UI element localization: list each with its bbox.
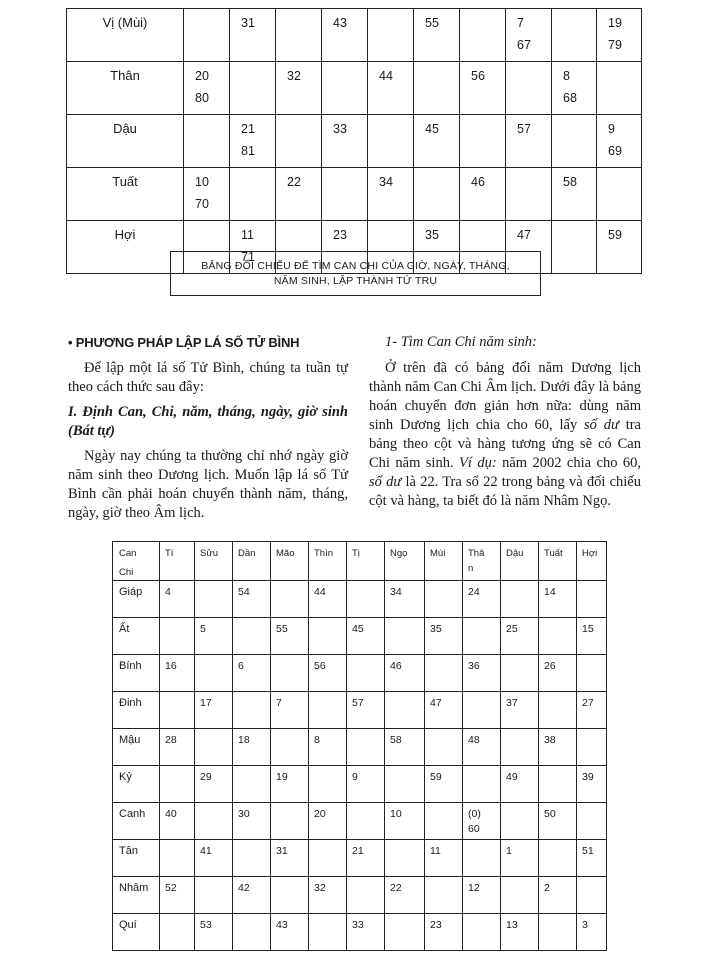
table-cell: 13 — [501, 914, 539, 951]
column-header: Thâ n — [463, 542, 501, 581]
table-cell — [309, 840, 347, 877]
so-du-term-1: số dư — [584, 417, 619, 433]
row-label: Hợi — [67, 221, 184, 274]
table-cell: 59 — [597, 221, 642, 274]
table-cell: 45 — [347, 618, 385, 655]
table-cell — [385, 840, 425, 877]
table-cell: 48 — [463, 729, 501, 766]
section-heading-text: PHƯƠNG PHÁP LẬP LÁ SỐ TỬ BÌNH — [75, 335, 300, 350]
row-label: Canh — [113, 803, 160, 840]
table-cell — [463, 618, 501, 655]
table-cell — [501, 877, 539, 914]
caption-line-2: NĂM SINH, LẬP THÀNH TỨ TRỤ — [273, 275, 438, 287]
table-cell: 23 — [425, 914, 463, 951]
row-label: Kỷ — [113, 766, 160, 803]
column-header: Ngọ — [385, 542, 425, 581]
table-cell — [539, 840, 577, 877]
table-cell — [460, 9, 506, 62]
table-cell: 21 81 — [230, 115, 276, 168]
table-cell — [195, 729, 233, 766]
section-heading — [68, 333, 348, 352]
table-cell — [425, 803, 463, 840]
table-cell: 55 — [414, 9, 460, 62]
row-label: Thân — [67, 62, 184, 115]
table-cell — [309, 618, 347, 655]
row-label: Dậu — [67, 115, 184, 168]
row-label: Quí — [113, 914, 160, 951]
table-cell: 35 — [414, 221, 460, 274]
table-cell: 1 — [501, 840, 539, 877]
body-paragraph: Ngày nay chúng ta thường chỉ nhớ ngày giờ năm sinh theo Dương lịch. Muốn lập lá số Tử Bình cần phải hoán chuyển thành năm, tháng, ngày, giờ theo Âm lịch. — [68, 448, 348, 521]
table-cell — [539, 618, 577, 655]
table-cell — [271, 581, 309, 618]
table-cell: 31 — [230, 9, 276, 62]
table-cell — [463, 914, 501, 951]
table-cell: 10 — [385, 803, 425, 840]
table-cell: 9 — [347, 766, 385, 803]
table-cell: 6 — [233, 655, 271, 692]
table-cell — [577, 581, 607, 618]
table-cell — [233, 914, 271, 951]
table-cell — [577, 877, 607, 914]
table-cell: 36 — [463, 655, 501, 692]
table-row — [113, 655, 607, 692]
table-cell: 23 — [322, 221, 368, 274]
table-cell — [425, 729, 463, 766]
table-row — [67, 9, 642, 62]
table-cell — [463, 692, 501, 729]
table-cell: 57 — [347, 692, 385, 729]
table-cell: 50 — [539, 803, 577, 840]
table-cell: 47 — [506, 221, 552, 274]
table-cell — [230, 168, 276, 221]
table-cell — [195, 877, 233, 914]
table-cell: 11 — [425, 840, 463, 877]
table-cell — [368, 9, 414, 62]
table-cell — [309, 914, 347, 951]
table-row — [113, 803, 607, 840]
table-cell: 37 — [501, 692, 539, 729]
step-text-a: Ở trên đã có bảng đổi năm Dương lịch thành năm Can Chi Âm lịch. Dưới đây là bảng hoán chuyển đơn giản hơn nữa: dùng năm sinh Dương lịch chia cho 60, lấy — [369, 360, 641, 433]
table-cell: 22 — [276, 168, 322, 221]
row-label: Tân — [113, 840, 160, 877]
table-cell: 33 — [322, 115, 368, 168]
table-cell: 19 — [271, 766, 309, 803]
column-header: Tuất — [539, 542, 577, 581]
table-cell: 30 — [233, 803, 271, 840]
table-cell: 46 — [385, 655, 425, 692]
table-cell: 39 — [577, 766, 607, 803]
table-cell: 17 — [195, 692, 233, 729]
table-cell: 35 — [425, 618, 463, 655]
column-header: Thìn — [309, 542, 347, 581]
table-cell: 22 — [385, 877, 425, 914]
step-heading: 1- Tìm Can Chi năm sinh: — [385, 334, 537, 350]
table-cell: 49 — [501, 766, 539, 803]
table-cell — [368, 115, 414, 168]
table-cell: 55 — [271, 618, 309, 655]
table-cell — [184, 9, 230, 62]
table-cell: 33 — [347, 914, 385, 951]
table-cell — [233, 692, 271, 729]
table-cell — [195, 803, 233, 840]
table-row — [113, 618, 607, 655]
table-cell — [347, 803, 385, 840]
table-cell: 34 — [385, 581, 425, 618]
table-cell: 16 — [160, 655, 195, 692]
table-cell: 8 68 — [552, 62, 597, 115]
table-cell: 53 — [195, 914, 233, 951]
table-cell: 5 — [195, 618, 233, 655]
row-label: Vị (Mùi) — [67, 9, 184, 62]
table-cell: 21 — [347, 840, 385, 877]
table-cell — [597, 62, 642, 115]
table-cell — [233, 840, 271, 877]
subsection-heading: I. Định Can, Chi, năm, tháng, ngày, giờ sinh (Bát tự) — [68, 404, 348, 439]
table-cell: 27 — [577, 692, 607, 729]
corner-chi: Chi — [119, 567, 134, 578]
table-cell — [322, 168, 368, 221]
table-cell — [271, 803, 309, 840]
table-cell: 31 — [271, 840, 309, 877]
table-cell — [385, 618, 425, 655]
table-cell: 12 — [463, 877, 501, 914]
table-cell — [506, 62, 552, 115]
table-cell — [195, 581, 233, 618]
table-cell: 51 — [577, 840, 607, 877]
column-header: Dần — [233, 542, 271, 581]
example-label: Ví dụ: — [459, 455, 497, 471]
so-du-term-2: số dư — [369, 474, 402, 490]
table-row — [113, 840, 607, 877]
table-row — [67, 62, 642, 115]
table-cell — [552, 9, 597, 62]
table-cell: 24 — [463, 581, 501, 618]
table-row — [67, 168, 642, 221]
intro-paragraph: Để lập một lá số Tử Bình, chúng ta tuần tự theo cách thức sau đây: — [68, 360, 348, 395]
table-cell — [271, 655, 309, 692]
table-cell: 3 — [577, 914, 607, 951]
table-cell: 44 — [368, 62, 414, 115]
table-cell — [463, 840, 501, 877]
table-cell — [276, 9, 322, 62]
table-cell: 45 — [414, 115, 460, 168]
table-cell — [184, 115, 230, 168]
table-cell — [414, 62, 460, 115]
table-cell: 14 — [539, 581, 577, 618]
table-row — [113, 581, 607, 618]
column-header: Mão — [271, 542, 309, 581]
table-cell: 43 — [322, 9, 368, 62]
table-cell — [233, 766, 271, 803]
table-caption — [170, 251, 541, 296]
table-cell — [501, 729, 539, 766]
table-row — [113, 766, 607, 803]
table-cell — [233, 618, 271, 655]
table-cell: 44 — [309, 581, 347, 618]
table-cell — [539, 914, 577, 951]
table-row — [67, 115, 642, 168]
column-header: Sửu — [195, 542, 233, 581]
table-cell — [195, 655, 233, 692]
table-cell — [597, 168, 642, 221]
table-cell — [160, 618, 195, 655]
table-cell — [347, 729, 385, 766]
table-cell — [577, 655, 607, 692]
table-cell — [425, 655, 463, 692]
table-cell: 59 — [425, 766, 463, 803]
table-cell — [271, 729, 309, 766]
table-cell — [577, 803, 607, 840]
step-paragraph — [369, 359, 641, 511]
table-cell — [385, 914, 425, 951]
table-cell — [309, 766, 347, 803]
step-text-c: năm 2002 chia cho 60, — [502, 455, 642, 471]
corner-can: Can — [119, 548, 137, 559]
table-cell: (0) 60 — [463, 803, 501, 840]
table-cell: 29 — [195, 766, 233, 803]
table-cell: 15 — [577, 618, 607, 655]
table-cell: 19 79 — [597, 9, 642, 62]
table-cell — [160, 914, 195, 951]
bullet-glyph: • — [68, 335, 73, 350]
table-cell: 56 — [460, 62, 506, 115]
top-lookup-table — [66, 8, 642, 274]
column-header: Hợi — [577, 542, 607, 581]
column-header: Tị — [347, 542, 385, 581]
table-cell — [276, 115, 322, 168]
row-label: Đinh — [113, 692, 160, 729]
row-label: Giáp — [113, 581, 160, 618]
table-cell — [309, 692, 347, 729]
table-cell: 54 — [233, 581, 271, 618]
table-cell: 42 — [233, 877, 271, 914]
column-header: Tí — [160, 542, 195, 581]
table-cell — [501, 581, 539, 618]
table-cell: 32 — [276, 62, 322, 115]
step-text-d: là 22. Tra số 22 trong bảng và đối chiếu cột và hàng, ta biết đó là năm Nhâm Ngọ. — [369, 474, 641, 509]
table-cell — [230, 62, 276, 115]
table-cell — [385, 766, 425, 803]
table-cell: 2 — [539, 877, 577, 914]
table-cell — [552, 115, 597, 168]
table-cell: 28 — [160, 729, 195, 766]
table-row — [113, 729, 607, 766]
table-cell — [501, 655, 539, 692]
table-cell — [539, 766, 577, 803]
column-header: Dậu — [501, 542, 539, 581]
row-label: Mậu — [113, 729, 160, 766]
table-cell: 9 69 — [597, 115, 642, 168]
table-cell: 58 — [385, 729, 425, 766]
table-cell: 7 — [271, 692, 309, 729]
table-cell: 25 — [501, 618, 539, 655]
table-cell — [506, 168, 552, 221]
table-cell — [347, 581, 385, 618]
can-chi-lookup-table — [112, 541, 607, 951]
table-cell — [160, 692, 195, 729]
table-cell — [385, 692, 425, 729]
table-cell — [425, 581, 463, 618]
table-cell: 40 — [160, 803, 195, 840]
table-cell — [347, 877, 385, 914]
table-cell: 7 67 — [506, 9, 552, 62]
table-cell: 46 — [460, 168, 506, 221]
table-cell — [501, 803, 539, 840]
table-cell: 20 — [309, 803, 347, 840]
row-label: Ất — [113, 618, 160, 655]
column-header: Mùi — [425, 542, 463, 581]
table-cell: 41 — [195, 840, 233, 877]
corner-cell — [113, 542, 160, 581]
table-cell — [347, 655, 385, 692]
table-cell: 57 — [506, 115, 552, 168]
table-cell: 58 — [552, 168, 597, 221]
table-cell: 52 — [160, 877, 195, 914]
table-cell — [552, 221, 597, 274]
table-cell: 10 70 — [184, 168, 230, 221]
table-row — [113, 692, 607, 729]
left-column — [68, 333, 348, 523]
caption-line-1: BẢNG ĐỐI CHIẾU ĐỂ TÌM CAN CHI CỦA GIỜ, NGÀY, THÁNG, — [201, 260, 510, 272]
table-cell — [322, 62, 368, 115]
table-cell — [539, 692, 577, 729]
table-cell: 20 80 — [184, 62, 230, 115]
table-cell: 38 — [539, 729, 577, 766]
table-cell: 56 — [309, 655, 347, 692]
table-cell: 18 — [233, 729, 271, 766]
table-cell — [160, 840, 195, 877]
step-text-b: tra bảng theo cột và hàng tương ứng sẽ có Can Chi năm sinh. — [369, 417, 641, 471]
table-cell: 26 — [539, 655, 577, 692]
row-label: Tuất — [67, 168, 184, 221]
table-cell — [425, 877, 463, 914]
table-cell — [460, 115, 506, 168]
table-cell — [160, 766, 195, 803]
table-cell — [271, 877, 309, 914]
table-cell: 32 — [309, 877, 347, 914]
table-cell: 34 — [368, 168, 414, 221]
table-cell: 4 — [160, 581, 195, 618]
row-label: Nhâm — [113, 877, 160, 914]
table-cell: 47 — [425, 692, 463, 729]
table-row — [113, 877, 607, 914]
table-cell — [577, 729, 607, 766]
table-cell: 43 — [271, 914, 309, 951]
table-cell — [463, 766, 501, 803]
table-cell — [414, 168, 460, 221]
table-cell: 11 71 — [230, 221, 276, 274]
row-label: Bính — [113, 655, 160, 692]
right-column — [369, 333, 641, 511]
table-cell: 8 — [309, 729, 347, 766]
header-row — [113, 542, 607, 581]
table-row — [113, 914, 607, 951]
